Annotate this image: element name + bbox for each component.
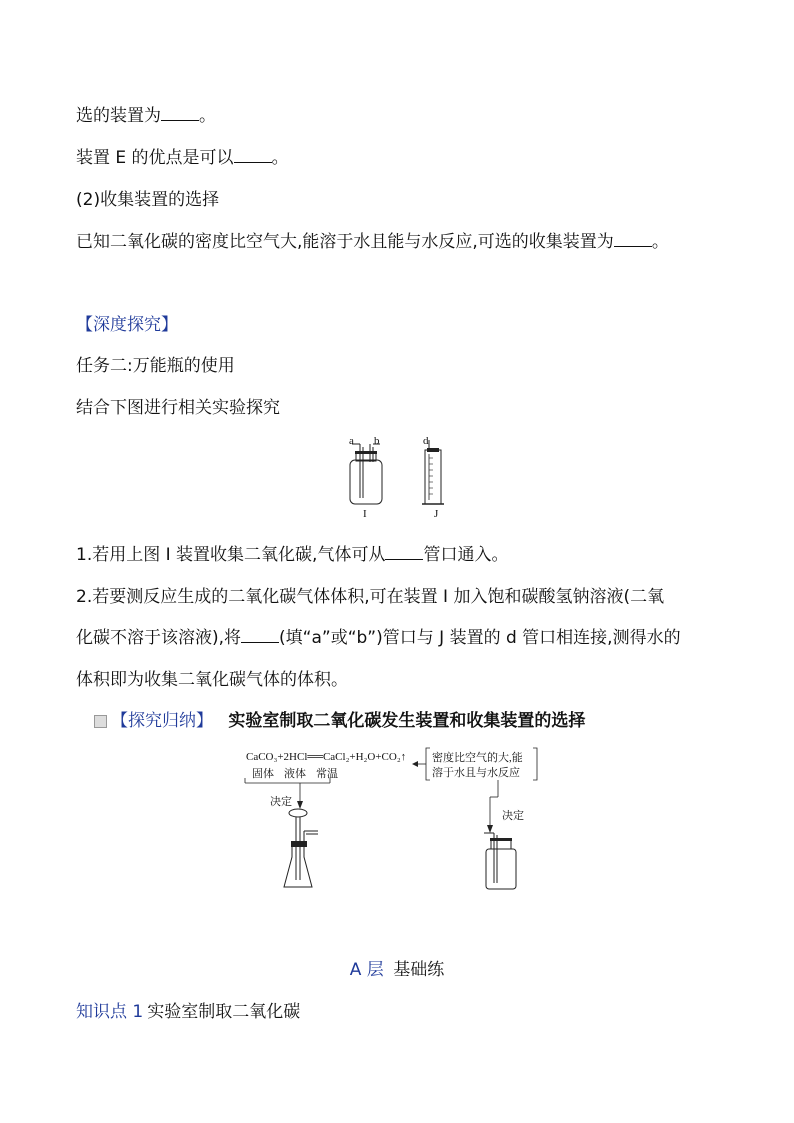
figure-bottles-IJ	[330, 432, 470, 524]
label-liquid: 液体	[284, 768, 306, 780]
layer-heading	[0, 960, 794, 980]
text-line-4	[76, 232, 669, 252]
question-2-line-1	[76, 587, 664, 607]
question-2-line-3	[76, 670, 348, 690]
text-line-3	[76, 190, 219, 210]
text: 选的装置为	[76, 106, 161, 126]
intro-text: 结合下图进行相关实验探究	[76, 398, 280, 418]
text-line-2	[76, 148, 289, 168]
text: 管口通入。	[423, 545, 509, 565]
text: 装置 E 的优点是可以	[76, 148, 234, 168]
label-d: d	[423, 435, 429, 447]
subheading: (2)收集装置的选择	[76, 190, 220, 210]
text: 。	[199, 106, 216, 126]
equation: CaCO₃+2HCl══CaCl₂+H₂O+CO₂↑	[246, 751, 407, 763]
knowledge-point	[76, 1002, 300, 1022]
summary-title: 实验室制取二氧化碳发生装置和收集装置的选择	[228, 711, 586, 731]
layer-name: 基础练	[393, 960, 445, 980]
property-line-1: 密度比空气的大,能	[432, 752, 523, 764]
answer-blank	[241, 628, 279, 643]
label-normal-temp: 常温	[316, 768, 338, 780]
layer-label: A 层	[349, 960, 384, 980]
label-I: I	[363, 508, 367, 520]
text: 。	[271, 148, 289, 168]
label-decide-left: 决定	[270, 796, 292, 808]
answer-blank	[614, 232, 652, 247]
text-line-1	[76, 106, 216, 126]
text: 化碳不溶于该溶液),将	[76, 628, 242, 648]
text: (填“a”或“b”)管口与 J 装置的 d 管口相连接,测得水的	[279, 628, 681, 648]
label-J: J	[434, 508, 439, 520]
text: 2.若要测反应生成的二氧化碳气体体积,可在装置 I 加入饱和碳酸氢钠溶液(二氧	[76, 587, 665, 607]
question-2-line-2	[76, 628, 681, 648]
question-1	[76, 545, 508, 565]
figure-summary	[240, 745, 560, 895]
kp-number: 知识点 1	[76, 1002, 144, 1022]
label-a: a	[349, 435, 354, 447]
answer-blank	[161, 106, 199, 121]
deep-inquiry-heading	[76, 315, 178, 335]
property-line-2: 溶于水且与水反应	[432, 767, 520, 779]
label-b: b	[374, 435, 380, 447]
task-text: 任务二:万能瓶的使用	[76, 356, 235, 376]
heading-text: 【深度探究】	[76, 315, 178, 335]
label-solid: 固体	[252, 768, 274, 780]
task-title	[76, 356, 235, 376]
text: 1.若用上图 I 装置收集二氧化碳,气体可从	[76, 545, 386, 565]
text: 体积即为收集二氧化碳气体的体积。	[76, 670, 348, 690]
summary-tag: 【探究归纳】	[111, 711, 213, 731]
answer-blank	[234, 148, 272, 163]
summary-icon	[94, 715, 107, 728]
kp-title: 实验室制取二氧化碳	[147, 1002, 301, 1022]
text: 已知二氧化碳的密度比空气大,能溶于水且能与水反应,可选的收集装置为	[76, 232, 614, 252]
label-decide-right: 决定	[502, 810, 524, 822]
summary-heading	[94, 711, 585, 731]
text: 。	[651, 232, 669, 252]
answer-blank	[385, 545, 423, 560]
task-intro	[76, 398, 280, 418]
